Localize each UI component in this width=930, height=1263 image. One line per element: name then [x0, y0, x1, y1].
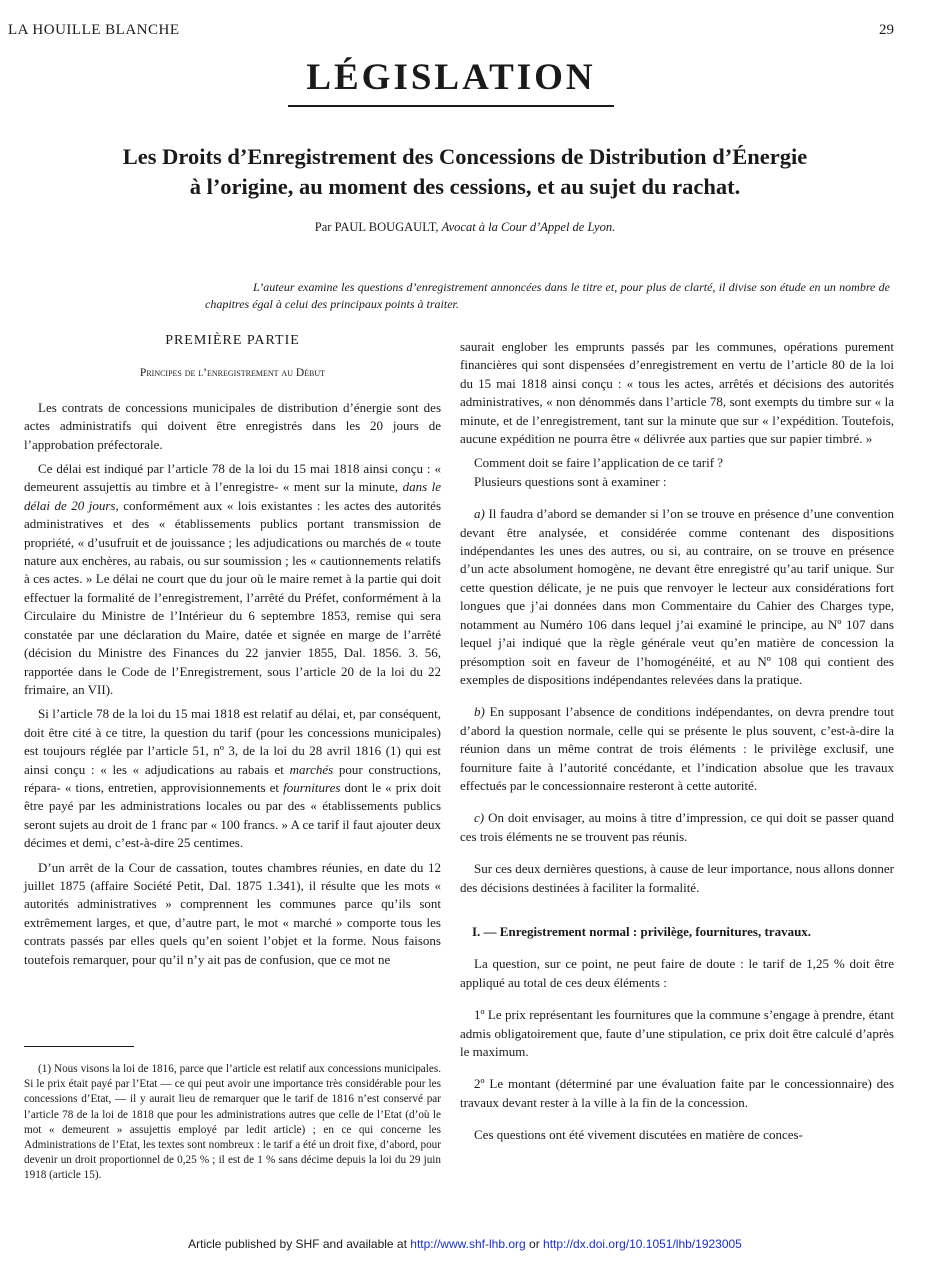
paragraph: D’un arrêt de la Cour de cassation, toutes chambres réunies, en date du 12 juillet 1875 (affaire Société Petit, Dal. 1875 1.341), il résulte que les mots « autorités administratives » comprennent les communes parce qu’ils sont extrêmement larges, et que, d’autre part, le mot « marché » comporte tous les contrats passés par elles quels qu’en soient l’objet et la forme. Nous faisons toutefois remarquer, pour qu’il n’y ait pas de confusion, que ce mot ne: [24, 859, 441, 967]
section-title: LÉGISLATION: [288, 56, 614, 107]
footnote: (1) Nous visons la loi de 1816, parce que l’article est relatif aux concessions municipales. Si le prix était payé par l’Etat — ce qui peut avoir une importance très considérable pour les concessions d’Etat, — il y aurait lieu de remarquer que le tarif de 1816 n’est conservé par l’article 78 de la loi de 1818 que pour les administrations autres que celle de l’Etat (d’où le mot « demeurent » assujettis employé par ledit article) ; en ce qui concerne les Administrations de l’Etat, les textes sont nombreux : le tarif a été un droit fixe, d’abord, pour devenir un droit proportionnel de 0,25 % ; il est de 1 % sans décime depuis la loi du 29 juin 1918 (article 15).: [24, 1063, 441, 1182]
journal-running-head: LA HOUILLE BLANCHE: [8, 22, 180, 38]
paragraph: Ces questions ont été vivement discutées en matière de conces-: [474, 1127, 803, 1143]
shf-link[interactable]: http://www.shf-lhb.org: [410, 1237, 526, 1251]
paragraph: Comment doit se faire l’application de ce tarif ?: [474, 455, 724, 471]
byline: [0, 220, 930, 235]
paragraph: saurait englober les emprunts passés par les communes, opérations purement financières qui sont dispensées d’enregistrement en vertu de l’article 80 de la loi du 15 mai 1818 ainsi conçu : « tous les actes, arrêtés et décisions des autorités administratives, « non dénommés dans l’article 78, sont exempts du timbre sur « la minute, et de l’enregistrement, tant sur la minute que sur « l’expédition. Toutefois, aucune expédition ne pourra être « délivrée aux parties que sur papier timbré. »: [460, 339, 894, 447]
footnote-rule: [24, 1046, 134, 1047]
paragraph: Si l’article 78 de la loi du 15 mai 1818 est relatif au délai, et, par conséquent, doit être cité à ce titre, la question du tarif (pour les concessions municipales) est toujours réglée par l’article 51, nº 3, de la loi du 28 avril 1816 (1) qui est ainsi conçu : « les « adjudications au rabais et marchés pour constructions, répara- « tions, entretien, approvisionnements et fournitures dont le « prix doit être payé par les administrations locales ou par des « établissements publics seront sujets au droit de 1 franc par « 100 francs. » A ce tarif il faut ajouter deux décimes et demi, c’est-à-dire 25 centimes.: [24, 706, 442, 851]
paragraph: Sur ces deux dernières questions, à cause de leur importance, nous allons donner des décisions destinées à faciliter la formalité.: [460, 861, 894, 895]
article-title-line-2: à l’origine, au moment des cessions, et au sujet du rachat.: [189, 174, 741, 199]
paragraph: a) Il faudra d’abord se demander si l’on se trouve en présence d’une convention devant être analysée, et considérée comme contenant des dispositions indépendantes les unes des autres, ou si, au contraire, on se trouve en présence d’un acte absolument homogène, ne devant être enregistré qu’au tarif unique. Sur cette question délicate, je ne puis que renvoyer le lecteur aux considérations fort longues que j’ai données dans mon Commentaire du Cahier des Charges type, notamment au Numéro 106 dans lequel j’ai examiné le principe, au Nº 107 dans lequel j’ai indiqué que la règle générale veut qu’en matière de concession la présomption soit en faveur de l’homogénéité, et au Nº 108 qui contient des exemples de dispositions indépendantes relevées dans la pratique.: [460, 506, 895, 687]
article-title: [0, 142, 930, 202]
author-affiliation: Avocat à la Cour d’Appel de Lyon.: [441, 220, 616, 234]
author-name: PAUL BOUGAULT,: [334, 220, 439, 234]
page-number: 29: [879, 22, 894, 38]
chapter-heading: Principes de l’enregistrement au Début: [139, 367, 326, 380]
paragraph: La question, sur ce point, ne peut faire de doute : le tarif de 1,25 % doit être appliqué au total de ces deux éléments :: [460, 956, 894, 990]
credit-text: Article published by SHF and available at: [188, 1237, 407, 1251]
doi-link[interactable]: http://dx.doi.org/10.1051/lhb/1923005: [543, 1237, 742, 1251]
paragraph: Plusieurs questions sont à examiner :: [474, 473, 667, 489]
subheading: I. — Enregistrement normal : privilège, fournitures, travaux.: [472, 923, 812, 939]
left-column: [24, 332, 441, 975]
paragraph: Les contrats de concessions municipales de distribution d’énergie sont des actes administratifs qui doivent être enregistrés dans les 20 jours de l’approbation préfectorale.: [24, 399, 441, 452]
article-title-line-1: Les Droits d’Enregistrement des Concessions de Distribution d’Énergie: [122, 144, 808, 169]
paragraph: b) En supposant l’absence de conditions indépendantes, on devra prendre tout d’abord la question normale, celle qui se présente le plus souvent, c’est-à-dire la réunion dans un même contrat de trois éléments : le privilège exclusif, une fourniture faite à l’autorité concédante, et l’indication absolue que les travaux effectués par le concessionnaire resteront à cette autorité.: [460, 704, 895, 793]
article-abstract: L’auteur examine les questions d’enregistrement annoncées dans le titre et, pour plus de clarté, il divise son étude en un nombre de chapitres égal à celui des principaux points à traiter.: [205, 280, 890, 311]
paragraph: Ce délai est indiqué par l’article 78 de la loi du 15 mai 1818 ainsi conçu : « demeurent assujettis au timbre et à l’enregistre- « ment sur la minute, dans le délai de 20 jours, conformément aux « lois existantes : les actes des autorités administratives et des « établissements publics portant transmission de propriété, « d’usufruit et de jouissance ; les adjudications ou marchés de « toute nature aux enchères, au rabais, ou sur soumission ; les « cautionnements relatifs à ces actes. » Le délai ne court que du jour où le maire remet à la partie qui doit effectuer la formalité de l’enregistrement, l’arrêté du Préfet, conformément à la Circulaire du Ministre de l’Intérieur du 6 septembre 1853, remise qui sera constatée par une déclaration du Maire, datée et signée en marge de l’arrêté (décision du Ministre des Finances du 22 janvier 1855, Dal. 1856. 3. 56, rapportée dans le Code de l’Enregistrement, sous l’article 20 de la loi du 22 frimaire, an VII).: [24, 461, 442, 697]
credit-or: or: [529, 1237, 540, 1251]
paragraph: 1º Le prix représentant les fournitures que la commune s’engage à prendre, étant admis obligatoirement que, faute d’une stipulation, ce prix doit être calculé d’après le maximum.: [460, 1007, 894, 1059]
publication-credit: [0, 1237, 930, 1251]
part-heading: PREMIÈRE PARTIE: [165, 333, 300, 348]
paragraph: 2º Le montant (déterminé par une évaluation faite par le concessionnaire) des travaux devant rester à la ville à la fin de la concession.: [460, 1076, 894, 1110]
right-column: [460, 338, 894, 1151]
paragraph: c) On doit envisager, au moins à titre d’impression, ce qui doit se passer quand ces trois éléments ne se trouvent pas réunis.: [460, 810, 894, 844]
byline-prefix: Par: [314, 220, 332, 234]
